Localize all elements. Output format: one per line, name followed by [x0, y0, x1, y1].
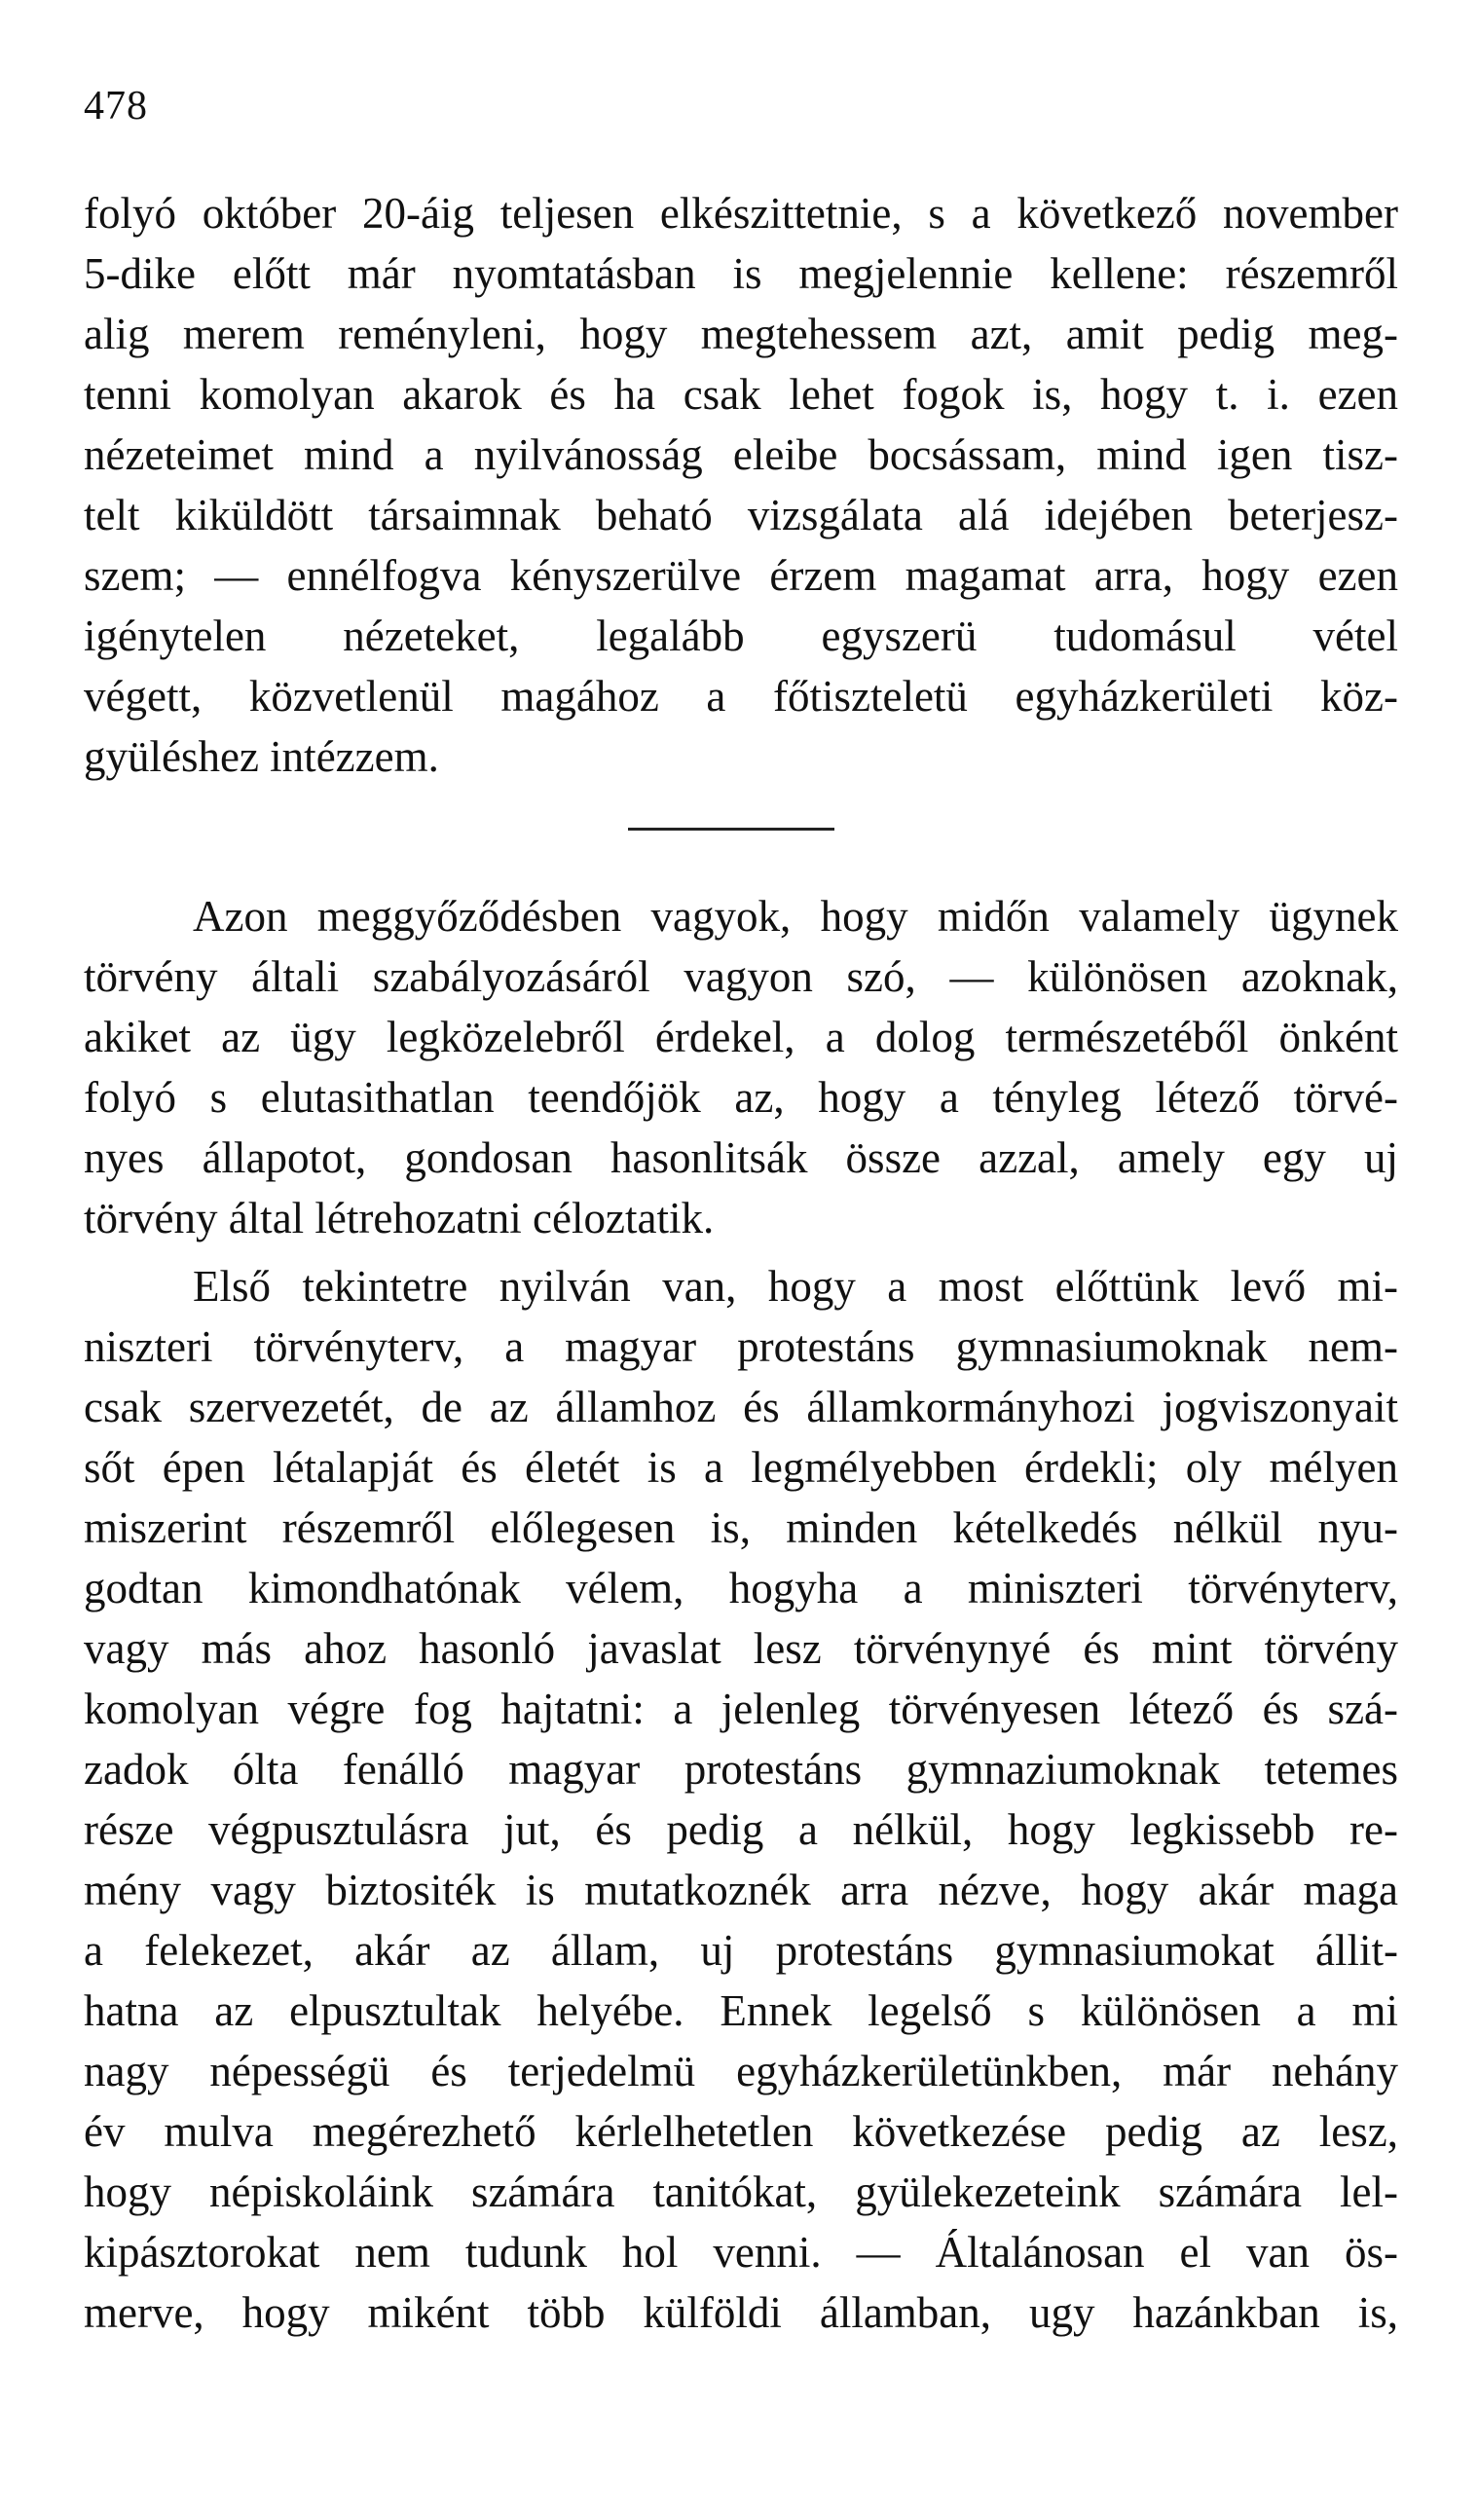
paragraph-azon: [84, 886, 1398, 1248]
text-line: godtan kimondhatónak vélem, hogyha a miniszteri törvényterv,: [84, 1564, 1398, 1612]
text-line: nyes állapotot, gondosan hasonlitsák össze azzal, amely egy uj: [84, 1133, 1398, 1182]
text-line: tenni komolyan akarok és ha csak lehet fogok is, hogy t. i. ezen: [84, 370, 1398, 419]
text-line: telt kiküldött társaimnak beható vizsgálata alá idejében beterjesz-: [84, 491, 1398, 539]
text-line: a felekezet, akár az állam, uj protestáns gymnasiumokat állit-: [84, 1926, 1398, 1975]
text-line: szem; — ennélfogva kényszerülve érzem magamat arra, hogy ezen: [84, 551, 1398, 600]
text-line: gyüléshez intézzem.: [84, 732, 439, 781]
text-line: folyó s elutasithatlan teendőjök az, hogy a tényleg létező törvé-: [84, 1073, 1398, 1122]
text-line: vagy más ahoz hasonló javaslat lesz törvénynyé és mint törvény: [84, 1624, 1398, 1673]
text-line: nézeteimet mind a nyilvánosság eleibe bocsássam, mind igen tisz-: [84, 430, 1398, 479]
text-line: csak szervezetét, de az államhoz és államkormányhozi jogviszonyait: [84, 1383, 1398, 1431]
text-line: hatna az elpusztultak helyébe. Ennek legelső s különösen a mi: [84, 1986, 1398, 2035]
text-line: végett, közvetlenül magához a főtiszteletü egyházkerületi köz-: [84, 672, 1398, 721]
text-line: 5-dike előtt már nyomtatásban is megjelennie kellene: részemről: [84, 249, 1398, 298]
paragraph-continuation: [84, 183, 1398, 787]
page-number: 478: [84, 84, 148, 129]
text-line: zadok ólta fenálló magyar protestáns gymnaziumoknak tetemes: [84, 1745, 1398, 1794]
text-line: miszerint részemről előlegesen is, minden kételkedés nélkül nyu-: [84, 1503, 1398, 1552]
text-line: igénytelen nézeteket, legalább egyszerü tudomásul vétel: [84, 611, 1398, 660]
text-line: hogy népiskoláink számára tanitókat, gyülekezeteink számára lel-: [84, 2168, 1398, 2216]
text-line: merve, hogy miként több külföldi államban, ugy hazánkban is,: [84, 2288, 1398, 2337]
text-line: nagy népességü és terjedelmü egyházkerületünkben, már nehány: [84, 2047, 1398, 2095]
text-line: alig merem reményleni, hogy megtehessem azt, amit pedig meg-: [84, 310, 1398, 358]
text-line: Azon meggyőződésben vagyok, hogy midőn valamely ügynek: [193, 892, 1398, 941]
section-divider: [628, 828, 834, 831]
text-line: niszteri törvényterv, a magyar protestáns gymnasiumoknak nem-: [84, 1322, 1398, 1371]
text-line: kipásztorokat nem tudunk hol venni. — Általánosan el van ös-: [84, 2228, 1398, 2277]
text-line: év mulva megérezhető kérlelhetetlen következése pedig az lesz,: [84, 2107, 1398, 2156]
text-line: akiket az ügy legközelebről érdekel, a dolog természetéből önként: [84, 1013, 1398, 1061]
text-line: mény vagy biztositék is mutatkoznék arra nézve, hogy akár maga: [84, 1866, 1398, 1914]
paragraph-elso: [84, 1256, 1398, 2343]
text-line: folyó október 20-áig teljesen elkészittetnie, s a következő november: [84, 189, 1398, 238]
text-line: törvény általi szabályozásáról vagyon szó, — különösen azoknak,: [84, 952, 1398, 1001]
text-line: komolyan végre fog hajtatni: a jelenleg törvényesen létező és szá-: [84, 1685, 1398, 1733]
text-line: törvény által létrehozatni céloztatik.: [84, 1194, 715, 1242]
text-line: Első tekintetre nyilván van, hogy a most előttünk levő mi-: [193, 1262, 1398, 1311]
text-line: sőt épen létalapját és életét is a legmélyebben érdekli; oly mélyen: [84, 1443, 1398, 1492]
text-line: része végpusztulásra jut, és pedig a nélkül, hogy legkissebb re-: [84, 1805, 1398, 1854]
